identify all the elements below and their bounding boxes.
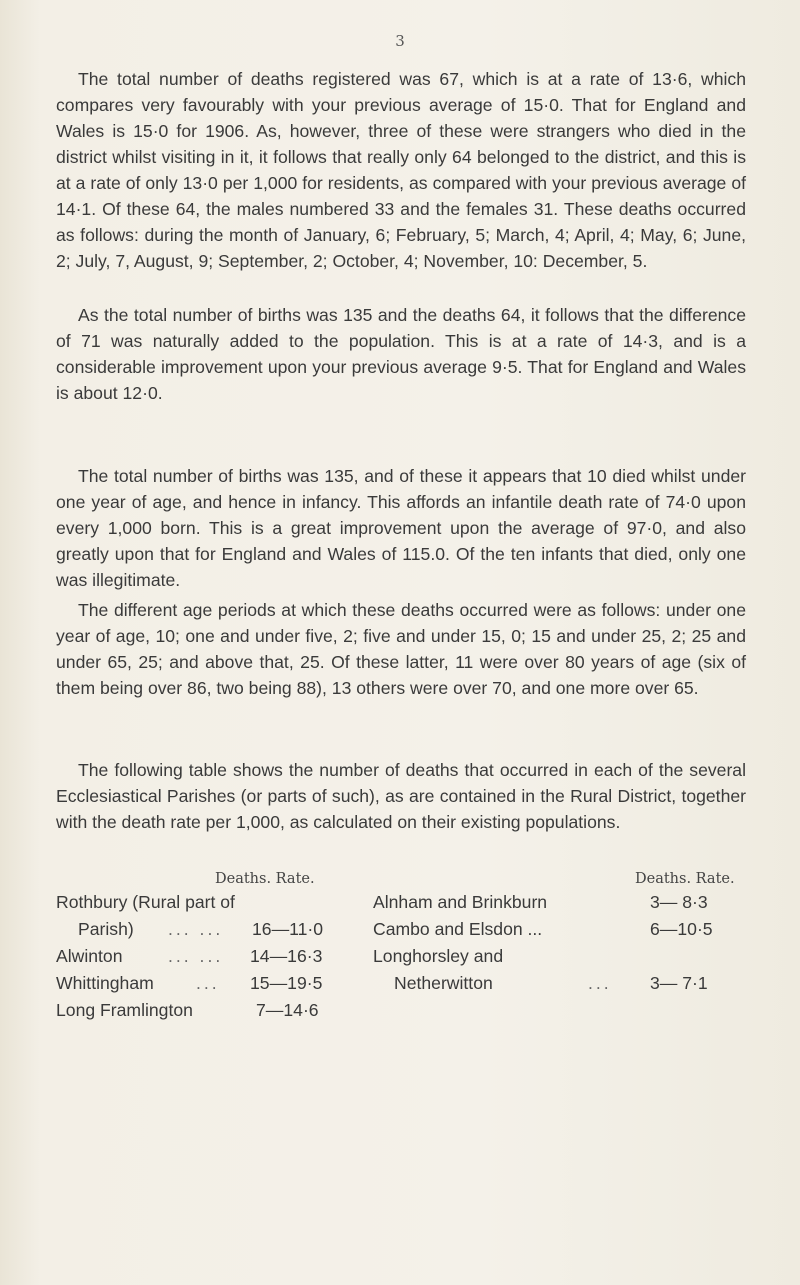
column-header-left: Deaths. Rate. [215, 871, 315, 887]
table-row-label: Rothbury (Rural part of [56, 892, 235, 912]
column-header-right: Deaths. Rate. [635, 871, 735, 887]
page-number: 3 [395, 32, 405, 50]
paragraph-age-periods: The different age periods at which these deaths occurred were as follows: under one year of age, 10; one and under five, 2; five and under 15, 0; 15 and under 25, 2; 25 and under 65, 25; and above that, 25. Of these latter, 11 were over 80 years of age (six of them being over 86, two being 88), 13 others were over 70, and one more over 65. [56, 600, 746, 698]
table-row-label: Long Framlington [56, 1000, 193, 1020]
table-row-label: Alnham and Brinkburn [373, 892, 548, 912]
table-row-label: Whittingham [56, 973, 154, 993]
table-row-value: 7—14·6 [256, 1000, 319, 1020]
table-row-label: Longhorsley and [373, 946, 504, 966]
table-row-leader: ... ... [168, 919, 224, 939]
table-row-label: Cambo and Elsdon ... [373, 919, 543, 939]
table-row-label: Alwinton [56, 946, 123, 966]
table-row-label: Parish) [78, 919, 134, 939]
table-row-value: 6—10·5 [650, 919, 713, 939]
table-row-leader: ... [196, 973, 220, 993]
table-row-label: Netherwitton [394, 973, 493, 993]
table-row-value: 3— 8·3 [650, 892, 708, 912]
table-row-value: 14—16·3 [250, 946, 323, 966]
paragraph-table-intro: The following table shows the number of deaths that occurred in each of the several Ecclesiastical Parishes (or parts of such), as are contained in the Rural District, together with the death rate per 1,000, as calculated on their existing populations. [56, 760, 746, 832]
paragraph-births-difference: As the total number of births was 135 and the deaths 64, it follows that the difference of 71 was naturally added to the population. This is at a rate of 14·3, and is a considerable improvement upon your previous average 9·5. That for England and Wales is about 12·0. [56, 305, 746, 403]
table-row-value: 16—11·0 [252, 919, 324, 939]
table-row-value: 15—19·5 [250, 973, 323, 993]
table-row-leader: ... ... [168, 946, 224, 966]
paragraph-infant-mortality: The total number of births was 135, and of these it appears that 10 died whilst under one year of age, and hence in infancy. This affords an infantile death rate of 74·0 upon every 1,000 born. This is a great improvement upon the average of 97·0, and also greatly upon that for England and Wales of 115.0. Of the ten infants that died, only one was illegitimate. [56, 466, 746, 590]
table-row-leader: ... [588, 973, 612, 993]
paragraph-deaths-registered: The total number of deaths registered was 67, which is at a rate of 13·6, which compares very favourably with your previous average of 15·0. That for England and Wales is 15·0 for 1906. As, however, three of these were strangers who died in the district whilst visiting in it, it follows that really only 64 belonged to the district, and this is at a rate of only 13·0 per 1,000 for residents, as compared with your previous average of 14·1. Of these 64, the males numbered 33 and the females 31. These deaths occurred as follows: during the month of January, 6; February, 5; March, 4; April, 4; May, 6; June, 2; July, 7, August, 9; September, 2; October, 4; November, 10: December, 5. [56, 69, 746, 271]
table-row-value: 3— 7·1 [650, 973, 708, 993]
